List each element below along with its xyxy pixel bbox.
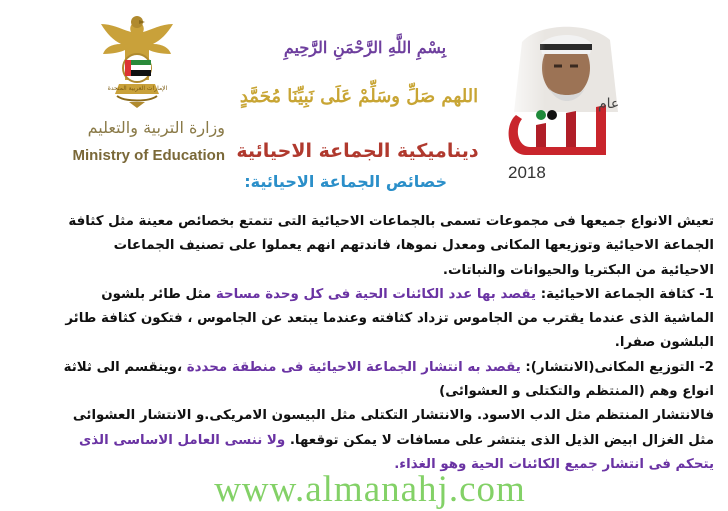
site-watermark: www.almanahj.com <box>214 469 526 510</box>
zayed-year-word: عام <box>598 96 620 112</box>
ministry-name-english: Ministry of Education <box>72 147 225 164</box>
emblem-caption: الإمارات العربية المتحدة <box>107 85 168 92</box>
basmala: بِسْمِ اللَّهِ الرَّحْمَنِ الرَّحِيمِ <box>283 38 447 57</box>
uae-emblem-icon <box>95 10 180 110</box>
lesson-title: ديناميكية الجماعة الاحيائية <box>236 140 479 162</box>
density-label: 1- كثافة الجماعة الاحيائية: <box>536 286 714 302</box>
body-content <box>62 210 714 477</box>
ministry-name-arabic: وزارة التربية والتعليم <box>87 118 225 137</box>
distribution-paragraph <box>62 356 714 405</box>
distribution-examples: فالانتشار المنتظم مثل الدب الاسود. والانتشار التكتلى مثل البيسون الامريكى.و الانتشار العشوائى مثل الغزال ابيض الذيل الذى ينتشر على مسافات لا يمكن توقعها. <box>72 408 714 448</box>
zayed-year: 2018 <box>508 163 546 182</box>
density-example: مثل طائر بلشون الماشية الذى عندما يقترب من الجاموس تزداد كثافته وعندما يبتعد عن الجاموس ، فتكون كثافة طائر البلشون صفرا. <box>65 286 714 351</box>
density-definition: يقصد بها عدد الكائنات الحية فى كل وحدة مساحة <box>215 286 537 302</box>
salawat-text: اللهم صَلِّ وسَلِّمْ عَلَى نَبِيِّنَا مُحَمَّدٍ <box>239 86 479 107</box>
distribution-label: 2- التوزيع المكانى(الانتشار): <box>520 359 714 375</box>
distribution-definition: يقصد به انتشار الجماعة الاحيائية فى منطقة محددة <box>186 359 521 375</box>
distribution-types: ،وينقسم الى ثلاثة انواع وهم (المنتظم والتكتلى و العشوائى) <box>63 359 714 400</box>
food-factor-note: ولا ننسى العامل الاساسى الذى يتحكم فى انتشار جميع الكائنات الحية وهو الغذاء. <box>79 432 714 472</box>
section-title: خصائص الجماعة الاحيائية: <box>244 172 447 191</box>
intro-paragraph: تعيش الانواع جميعها فى مجموعات تسمى بالجماعات الاحيائية التى تتمتع بخصائص معينة مثل كثافة الجماعة الاحيائية وتوزيعها المكانى ومعدل نموها، فاندتهم انهم يعملوا على تصنيف الجماعات الاحيائية من البكتريا والحيوانات والنباتات. <box>68 214 714 278</box>
density-paragraph <box>62 283 714 356</box>
distribution-examples-paragraph <box>62 404 714 477</box>
